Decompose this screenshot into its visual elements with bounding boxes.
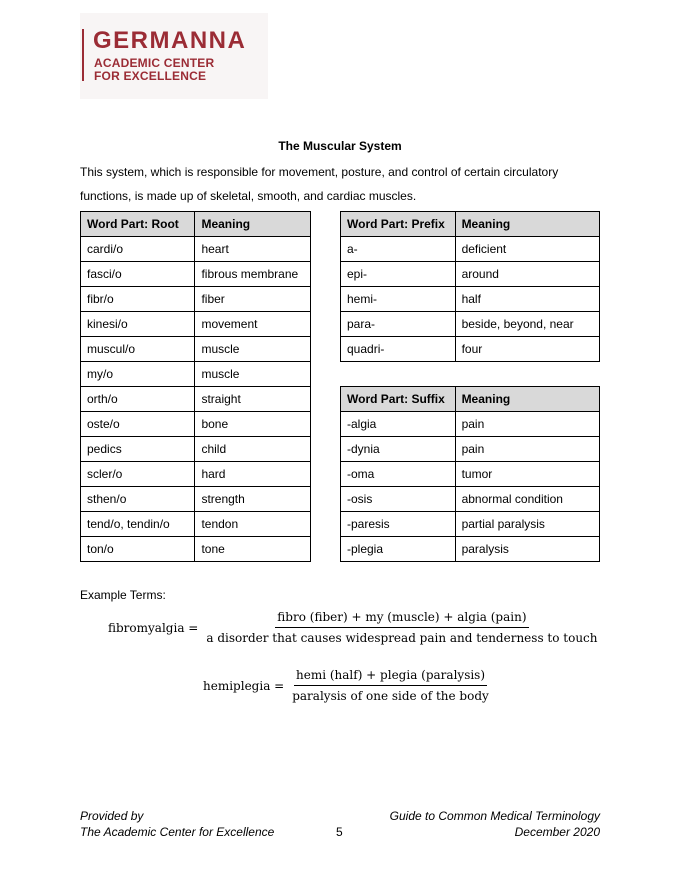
suffix-table-header <box>341 387 600 412</box>
equation-fraction <box>290 668 491 703</box>
logo <box>80 13 268 99</box>
word-part-cell: -plegia <box>341 537 456 562</box>
word-part-cell: oste/o <box>81 412 195 437</box>
word-part-cell: hemi- <box>341 287 456 312</box>
word-part-cell: orth/o <box>81 387 195 412</box>
meaning-cell: movement <box>195 312 311 337</box>
word-part-cell: quadri- <box>341 337 456 362</box>
table-row <box>81 537 311 562</box>
table-row <box>81 462 311 487</box>
table-row <box>341 437 600 462</box>
table-row <box>81 312 311 337</box>
word-part-cell: epi- <box>341 262 456 287</box>
meaning-cell: paralysis <box>455 537 599 562</box>
meaning-cell: strength <box>195 487 311 512</box>
meaning-cell: four <box>455 337 599 362</box>
prefix-table-header <box>341 212 600 237</box>
intro-line-2: functions, is made up of skeletal, smooth, and cardiac muscles. <box>80 189 417 203</box>
table-row <box>341 237 600 262</box>
table-row <box>341 487 600 512</box>
word-part-cell: -osis <box>341 487 456 512</box>
table-row <box>81 487 311 512</box>
root-table <box>80 211 311 562</box>
table-row <box>81 237 311 262</box>
meaning-cell: around <box>455 262 599 287</box>
word-part-cell: -dynia <box>341 437 456 462</box>
word-part-cell: a- <box>341 237 456 262</box>
word-part-cell: sthen/o <box>81 487 195 512</box>
equation-fraction <box>204 610 599 645</box>
equation-term: fibromyalgia = <box>108 620 199 635</box>
meaning-cell: abnormal condition <box>455 487 599 512</box>
logo-line-1: ACADEMIC CENTER <box>94 56 215 70</box>
word-part-cell: ton/o <box>81 537 195 562</box>
header-cell: Word Part: Prefix <box>341 212 456 237</box>
table-row <box>341 512 600 537</box>
intro-line-1: This system, which is responsible for movement, posture, and control of certain circulatory <box>80 165 559 179</box>
word-part-cell: -oma <box>341 462 456 487</box>
meaning-cell: straight <box>195 387 311 412</box>
logo-name: GERMANNA <box>93 27 247 54</box>
equation-denominator: a disorder that causes widespread pain and tenderness to touch <box>206 631 598 645</box>
table-row <box>341 537 600 562</box>
suffix-table <box>340 386 600 562</box>
word-part-cell: -paresis <box>341 512 456 537</box>
table-row <box>341 462 600 487</box>
word-part-cell: scler/o <box>81 462 195 487</box>
header-cell: Word Part: Root <box>81 212 195 237</box>
table-row <box>341 262 600 287</box>
table-row <box>81 287 311 312</box>
meaning-cell: partial paralysis <box>455 512 599 537</box>
logo-bar <box>82 29 84 81</box>
word-part-cell: para- <box>341 312 456 337</box>
equation-term: hemiplegia = <box>203 678 285 693</box>
meaning-cell: half <box>455 287 599 312</box>
table-row <box>341 337 600 362</box>
table-row <box>341 287 600 312</box>
word-part-cell: -algia <box>341 412 456 437</box>
meaning-cell: tone <box>195 537 311 562</box>
meaning-cell: heart <box>195 237 311 262</box>
header-cell: Meaning <box>455 387 599 412</box>
word-part-cell: cardi/o <box>81 237 195 262</box>
word-part-cell: fasci/o <box>81 262 195 287</box>
equation-denominator: paralysis of one side of the body <box>292 689 489 703</box>
table-row <box>341 412 600 437</box>
table-row <box>81 337 311 362</box>
meaning-cell: pain <box>455 437 599 462</box>
root-table-header <box>81 212 311 237</box>
word-part-cell: kinesi/o <box>81 312 195 337</box>
equation-hemiplegia <box>203 668 491 703</box>
word-part-cell: tend/o, tendin/o <box>81 512 195 537</box>
example-terms-label: Example Terms: <box>80 588 166 602</box>
word-part-cell: pedics <box>81 437 195 462</box>
word-part-cell: fibr/o <box>81 287 195 312</box>
footer-organization: The Academic Center for Excellence <box>80 825 275 839</box>
logo-line-2: FOR EXCELLENCE <box>94 69 207 83</box>
word-part-cell: my/o <box>81 362 195 387</box>
equation-numerator: fibro (fiber) + my (muscle) + algia (pain) <box>275 610 528 628</box>
table-row <box>81 362 311 387</box>
meaning-cell: beside, beyond, near <box>455 312 599 337</box>
footer-date: December 2020 <box>514 825 600 839</box>
equation-numerator: hemi (half) + plegia (paralysis) <box>294 668 487 686</box>
prefix-table <box>340 211 600 362</box>
table-row <box>81 512 311 537</box>
footer-document-title: Guide to Common Medical Terminology <box>389 809 600 823</box>
table-row <box>81 412 311 437</box>
table-row <box>341 312 600 337</box>
meaning-cell: hard <box>195 462 311 487</box>
word-part-cell: muscul/o <box>81 337 195 362</box>
meaning-cell: pain <box>455 412 599 437</box>
meaning-cell: child <box>195 437 311 462</box>
equation-fibromyalgia <box>108 610 600 645</box>
meaning-cell: deficient <box>455 237 599 262</box>
table-row <box>81 387 311 412</box>
table-row <box>81 437 311 462</box>
meaning-cell: bone <box>195 412 311 437</box>
meaning-cell: muscle <box>195 337 311 362</box>
meaning-cell: fibrous membrane <box>195 262 311 287</box>
page-number: 5 <box>336 825 343 839</box>
header-cell: Meaning <box>455 212 599 237</box>
footer-provided-by: Provided by <box>80 809 144 823</box>
header-cell: Word Part: Suffix <box>341 387 456 412</box>
meaning-cell: tendon <box>195 512 311 537</box>
meaning-cell: fiber <box>195 287 311 312</box>
header-cell: Meaning <box>195 212 311 237</box>
meaning-cell: muscle <box>195 362 311 387</box>
table-row <box>81 262 311 287</box>
page-title: The Muscular System <box>278 139 402 153</box>
meaning-cell: tumor <box>455 462 599 487</box>
